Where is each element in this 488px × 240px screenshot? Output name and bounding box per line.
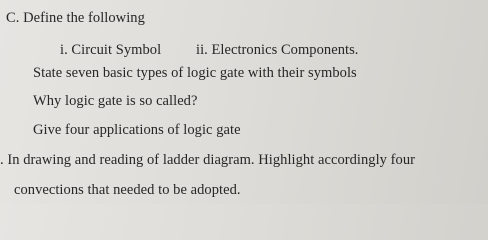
- question-logic-gate-types: State seven basic types of logic gate with their symbols: [33, 65, 357, 81]
- question-ladder-diagram-line-2: convections that needed to be adopted.: [14, 182, 241, 198]
- question-logic-gate-name: Why logic gate is so called?: [33, 93, 198, 109]
- definition-item-circuit-symbol: i. Circuit Symbol: [60, 42, 162, 58]
- question-logic-gate-applications: Give four applications of logic gate: [33, 122, 241, 138]
- definition-item-electronics-components: ii. Electronics Components.: [196, 42, 359, 58]
- section-heading: C. Define the following: [6, 10, 145, 26]
- question-ladder-diagram-line-1: . In drawing and reading of ladder diagram. Highlight accordingly four: [0, 152, 416, 168]
